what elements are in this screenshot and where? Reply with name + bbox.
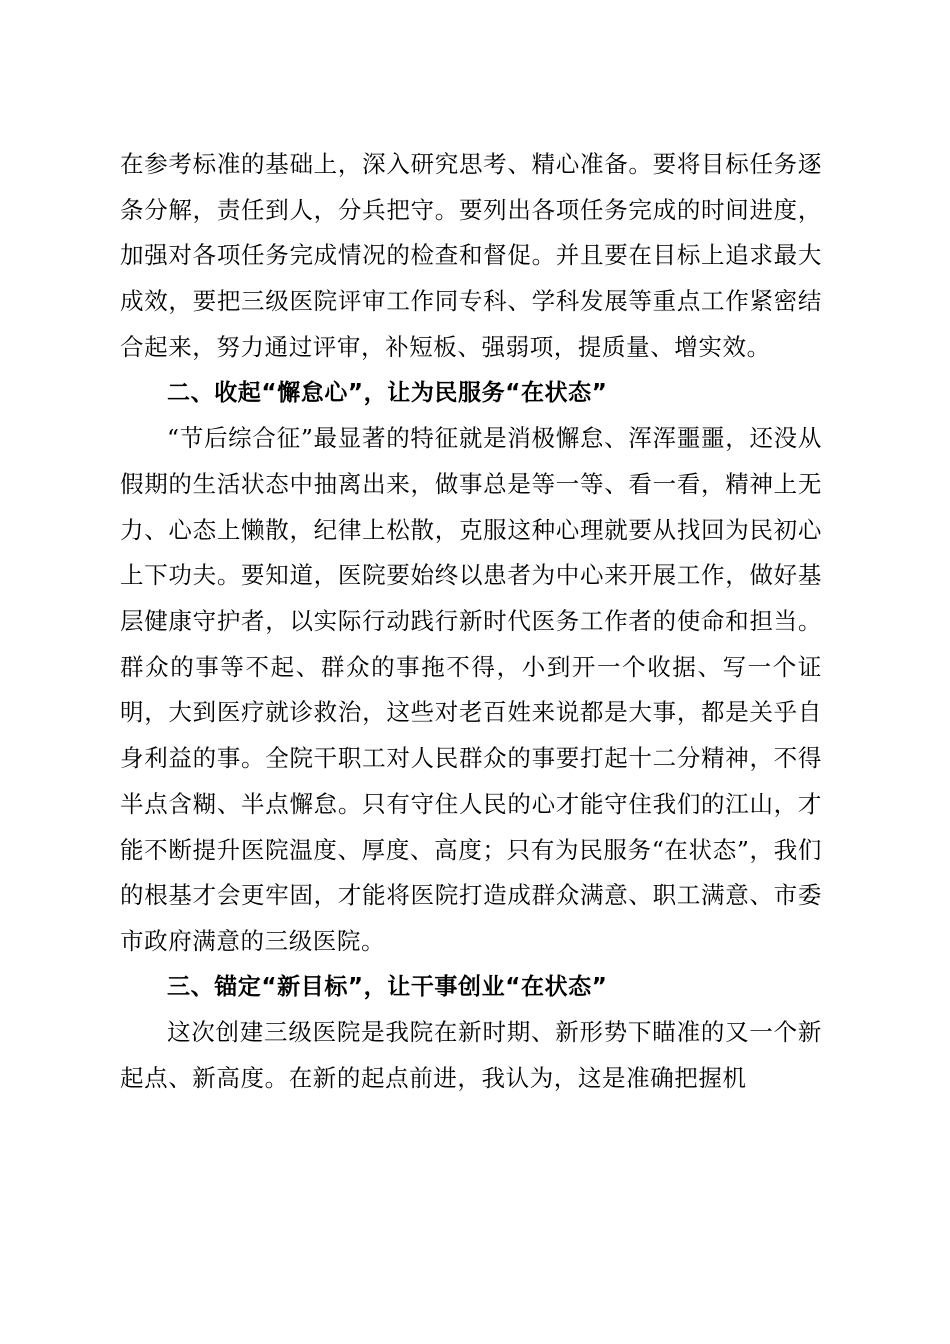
body-paragraph-1: 在参考标准的基础上，深入研究思考、精心准备。要将目标任务逐条分解，责任到人，分兵把守。要列出各项任务完成的时间进度，加强对各项任务完成情况的检查和督促。并且要在目标上追求最大成效，要把三级医院评审工作同专科、学科发展等重点工作紧密结合起来，努力通过评审，补短板、强弱项，提质量、增实效。 — [120, 150, 822, 361]
body-paragraph-3: 这次创建三级医院是我院在新时期、新形势下瞄准的又一个新起点、新高度。在新的起点前进，我认为，这是准确把握机 — [120, 1018, 822, 1093]
body-paragraph-2: “节后综合征”最显著的特征就是消极懈怠、浑浑噩噩，还没从假期的生活状态中抽离出来，做事总是等一等、看一看，精神上无力、心态上懒散，纪律上松散，克服这种心理就要从找回为民初心上下功夫。要知道，医院要始终以患者为中心来开展工作，做好基层健康守护者，以实际行动践行新时代医务工作者的使命和担当。群众的事等不起、群众的事拖不得，小到开一个收据、写一个证明，大到医疗就诊救治，这些对老百姓来说都是大事，都是关乎自身利益的事。全院干职工对人民群众的事要打起十二分精神，不得半点含糊、半点懈怠。只有守住人民的心才能守住我们的江山，才能不断提升医院温度、厚度、高度；只有为民服务“在状态”，我们的根基才会更牢固，才能将医院打造成群众满意、职工满意、市委市政府满意的三级医院。 — [120, 424, 822, 955]
section-heading-3: 三、锚定“新目标”，让干事创业“在状态” — [167, 973, 608, 1000]
section-heading-2: 二、收起“懈怠心”，让为民服务“在状态” — [167, 379, 608, 406]
document-body — [120, 142, 822, 1102]
